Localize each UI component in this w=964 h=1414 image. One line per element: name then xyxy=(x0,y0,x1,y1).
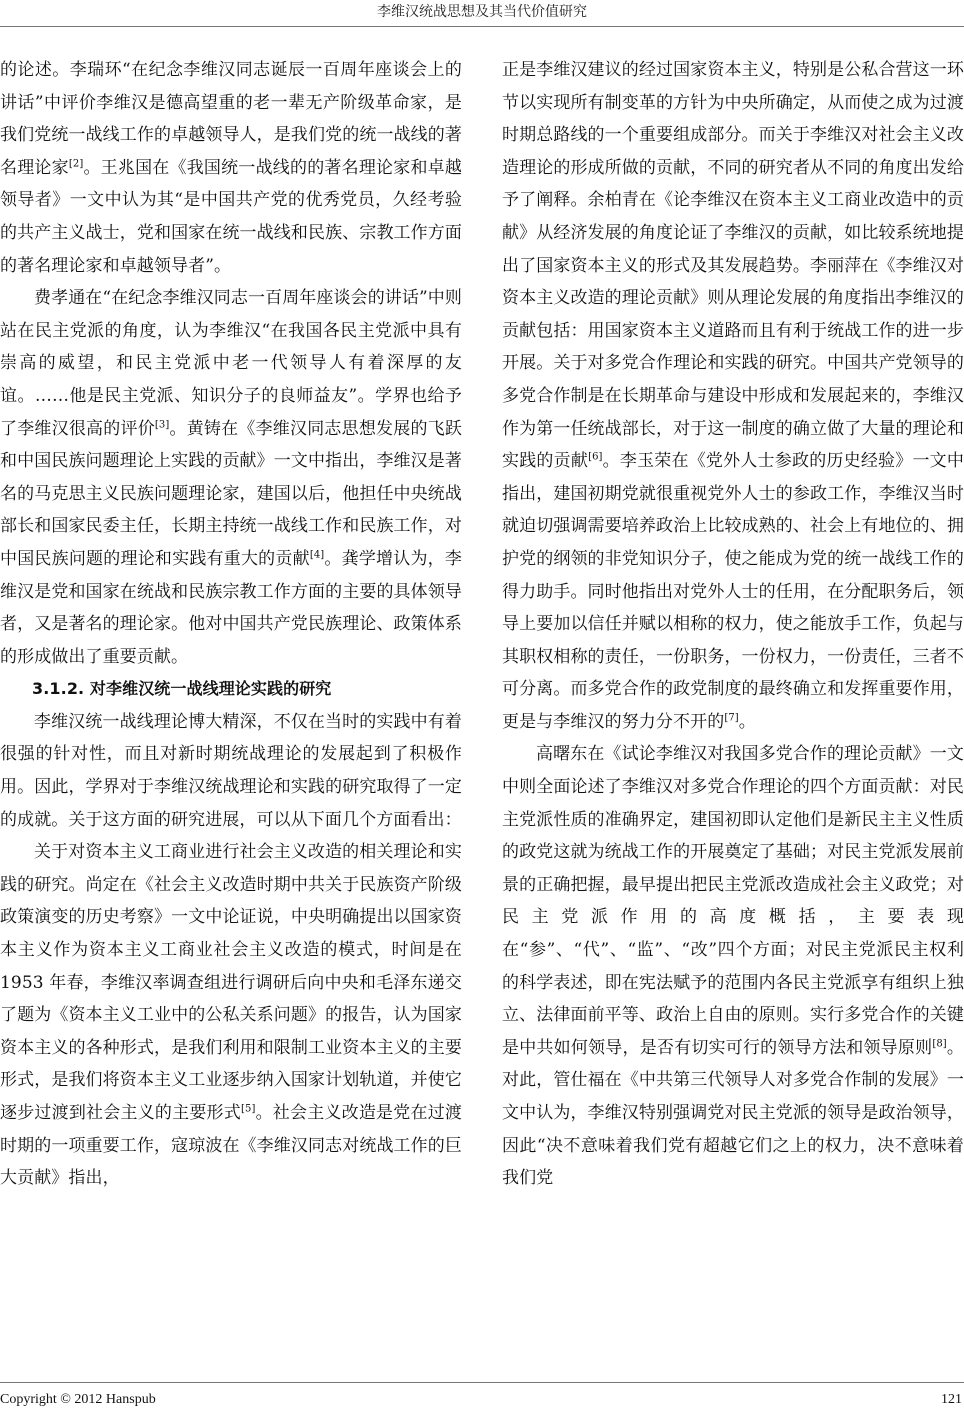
citation: [3] xyxy=(154,418,170,430)
text: 的论述。李瑞环“在纪念李维汉同志诞辰一百周年座谈会上的讲话”中评价李维汉是德高望重的老一辈无产阶级革命家，是我们党统一战线工作的卓越领导人，是我们党的统一战线的著名理论家 xyxy=(0,60,462,178)
text: 高曙东在《试论李维汉对我国多党合作的理论贡献》一文中则全面论述了李维汉对多党合作理论的四个方面贡献：对民主党派性质的准确界定，建国初即认定他们是新民主主义性质的政党这就为统战工作的开展奠定了基础；对民主党派发展前景的正确把握，最早提出把民主党派改造成社会主义政党；对民主党派作用的高度概括，主要表现在“参”、“代”、“监”、“改”四个方面；对民主党派民主权利的科学表述，即在宪法赋予的范围内各民主党派享有组织上独立、法律面前平等、政治上自由的原则。实行多党合作的关键是中共如何领导，是否有切实可行的领导方法和领导原则 xyxy=(502,744,964,1058)
left-paragraph-2 xyxy=(0,282,462,673)
citation: [7] xyxy=(724,712,739,724)
text: 。李玉荣在《党外人士参政的历史经验》一文中指出，建国初期党就很重视党外人士的参政工作，李维汉当时就迫切强调需要培养政治上比较成熟的、社会上有地位的、拥护党的纲领的非党知识分子，使之能成为党的统一战线工作的得力助手。同时他指出对党外人士的任用，在分配职务后，领导上要加以信任并赋以相称的权力，使之能放手工作，负起与其职权相称的责任，一份职务，一份权力，一份责任，三者不可分离。而多党合作的政党制度的最终确立和发挥重要作用，更是与李维汉的努力分不开的 xyxy=(502,451,964,732)
text: 正是李维汉建议的经过国家资本主义，特别是公私合营这一环节以实现所有制变革的方针为中央所确定，从而使之成为过渡时期总路线的一个重要组成部分。而关于李维汉对社会主义改造理论的形成所做的贡献，不同的研究者从不同的角度出发给予了阐释。余柏青在《论李维汉在资本主义工商业改造中的贡献》从经济发展的角度论证了李维汉的贡献，如比较系统地提出了国家资本主义的形式及其发展趋势。李丽萍在《李维汉对资本主义改造的理论贡献》则从理论发展的角度指出李维汉的贡献包括：用国家资本主义道路而且有利于统战工作的进一步开展。关于对多党合作理论和实践的研究。中国共产党领导的多党合作制是在长期革命与建设中形成和发展起来的，李维汉作为第一任统战部长，对于这一制度的确立做了大量的理论和实践的贡献 xyxy=(502,60,964,472)
citation: [6] xyxy=(588,451,603,463)
running-header: 李维汉统战思想及其当代价值研究 xyxy=(377,4,587,20)
right-column xyxy=(502,54,964,1195)
page-number: 121 xyxy=(941,1392,962,1407)
citation: [8] xyxy=(932,1038,947,1050)
right-paragraph-1 xyxy=(502,54,964,738)
citation: [5] xyxy=(240,1103,256,1115)
text: 。社会主义改造是党在过渡时期的一项重要工作，寇琼波在《李维汉同志对统战工作的巨大贡献》指出， xyxy=(0,1103,463,1189)
left-paragraph-3: 李维汉统一战线理论博大精深，不仅在当时的实践中有着很强的针对性，而且对新时期统战理论的发展起到了积极作用。因此，学界对于李维汉统战理论和实践的研究取得了一定的成就。关于这方面的研究进展，可以从下面几个方面看出： xyxy=(0,711,462,830)
text: 。黄铸在《李维汉同志思想发展的飞跃和中国民族问题理论上实践的贡献》一文中指出，李维汉是著名的马克思主义民族问题理论家，建国以后，他担任中央统战部长和国家民委主任，长期主持统一战线工作和民族工作，对中国民族问题的理论和实践有重大的贡献 xyxy=(0,418,463,569)
left-paragraph-1 xyxy=(0,54,462,282)
text: 。对此，管仕福在《中共第三代领导人对多党合作制的发展》一文中认为，李维汉特别强调党对民主党派的领导是政治领导，因此“决不意味着我们党有超越它们之上的权力，决不意味着我们党 xyxy=(502,1037,964,1189)
citation: [4] xyxy=(309,549,325,561)
section-heading: 3.1.2. 对李维汉统一战线理论实践的研究 xyxy=(32,679,332,699)
left-column xyxy=(0,54,462,1195)
footer-rule xyxy=(0,1382,964,1383)
text: 。 xyxy=(738,711,756,732)
citation: [2] xyxy=(68,158,84,170)
copyright-notice: Copyright © 2012 Hanspub xyxy=(0,1392,156,1407)
text: 关于对资本主义工商业进行社会主义改造的相关理论和实践的研究。尚定在《社会主义改造时期中共关于民族资产阶级政策演变的历史考察》一文中论证说，中央明确提出以国家资本主义作为资本主义工商业社会主义改造的模式，时间是在 1953 年春，李维汉率调查组进行调研后向中央和毛泽东递交了题为《资本主义工业中的公私关系问题》的报告，认为国家资本主义的各种形式，是我们利用和限制工业资本主义的主要形式，是我们将资本主义工业逐步纳入国家计划轨道，并使它逐步过渡到社会主义的主要形式 xyxy=(0,842,462,1123)
text: 费孝通在“在纪念李维汉同志一百周年座谈会的讲话”中则站在民主党派的角度，认为李维汉“在我国各民主党派中具有崇高的威望，和民主党派中老一代领导人有着深厚的友谊。……他是民主党派、知识分子的良师益友”。学界也给予了李维汉很高的评价 xyxy=(0,288,462,439)
right-paragraph-2 xyxy=(502,738,964,1194)
text: 。龚学增认为，李维汉是党和国家在统战和民族宗教工作方面的主要的具体领导者，又是著名的理论家。他对中国共产党民族理论、政策体系的形成做出了重要贡献。 xyxy=(0,548,462,667)
left-paragraph-4 xyxy=(0,836,462,1195)
text: 。王兆国在《我国统一战线的的著名理论家和卓越领导者》一文中认为其“是中国共产党的优秀党员，久经考验的共产主义战士，党和国家在统一战线和民族、宗教工作方面的著名理论家和卓越领导者”。 xyxy=(0,157,462,276)
header-rule xyxy=(0,26,964,27)
